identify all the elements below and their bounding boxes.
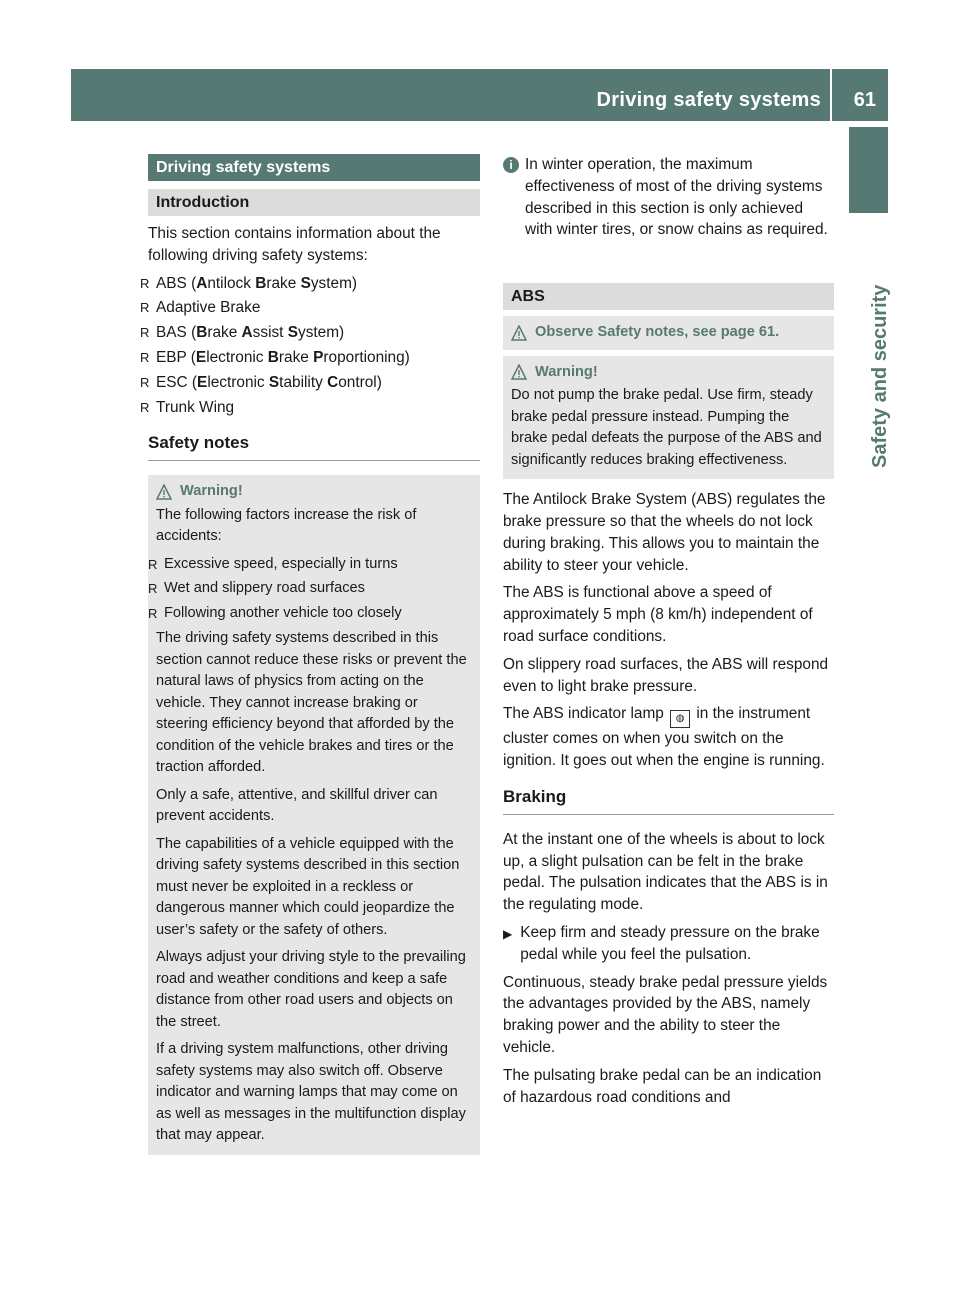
abs-paragraph: On slippery road surfaces, the ABS will respond even to light brake pressure. [503,655,829,695]
braking-heading: Braking [503,786,834,815]
abs-lamp-text-pre: The ABS indicator lamp [503,705,664,723]
warning-intro: The following factors increase the risk of accidents: [156,506,417,545]
info-icon: i [503,157,519,173]
warning-bullet: R Wet and slippery road surfaces [156,578,472,600]
braking-step-text: Keep firm and steady pressure on the brake pedal while you feel the pulsation. [520,923,820,963]
warning-paragraph: Only a safe, attentive, and skillful driver can prevent accidents. [156,786,438,825]
info-note [503,154,834,241]
left-column [148,154,480,1155]
header-divider [830,69,832,121]
abs-warning-box [503,356,834,480]
system-item: R Trunk Wing [148,397,480,419]
right-column [503,154,834,1114]
abs-paragraph [503,703,834,772]
warning-bullet: R Excessive speed, especially in turns [156,554,472,576]
intro-heading: Introduction [148,189,480,216]
warning-triangle-icon [511,364,527,380]
braking-paragraph: The pulsating brake pedal can be an indication of hazardous road conditions and [503,1066,822,1106]
warning-paragraph: If a driving system malfunctions, other driving safety systems may also switch off. Observe indicator and warning lamps that may come on as well as messages in the multifunction display that may appear. [156,1041,466,1144]
system-item: R EBP (Electronic Brake Proportioning) [148,347,480,369]
braking-paragraph: Continuous, steady brake pedal pressure yields the advantages provided by the ABS, namely braking power and the ability to steer the vehicle. [503,973,828,1056]
warning-triangle-icon [511,325,527,341]
observe-note [503,316,834,356]
warning-paragraph: The driving safety systems described in this section cannot reduce these risks or prevent the natural laws of physics from acting on the vehicle. They cannot increase braking or steering efficiency beyond that afforded by the condition of the vehicle brakes and tires or the traction afforded. [156,630,467,776]
side-tab-block [849,127,888,213]
intro-text: This section contains information about the following driving safety systems: [148,225,441,264]
warning-paragraph: The capabilities of a vehicle equipped with the driving safety systems described in this section must never be exploited in a reckless or dangerous manner which could jeopardize the user’s safety or the safety of others. [156,835,460,938]
abs-lamp-icon: ◍ [670,710,690,728]
arrow-icon: ▶ [503,926,513,941]
abs-lamp-text-post: in the instrument cluster comes on when you switch on the ignition. It goes out when the engine is running. [503,705,825,770]
system-item: R Adaptive Brake [148,297,480,319]
info-note-text: In winter operation, the maximum effectiveness of most of the driving systems described in this section is only achieved with winter tires, or snow chains as required. [525,156,828,239]
header-title: Driving safety systems [596,89,821,111]
warning-heading [511,362,826,384]
safety-notes-heading: Safety notes [148,432,480,461]
page-header [71,69,888,121]
warning-heading [156,481,472,503]
warning-label: Warning! [180,483,243,500]
abs-paragraph: The Antilock Brake System (ABS) regulates the brake pressure so that the wheels do not lock during braking. This allows you to maintain the ability to steer your vehicle. [503,491,826,574]
braking-step [503,922,834,966]
systems-list [148,273,480,419]
braking-paragraph: At the instant one of the wheels is about to lock up, a slight pulsation can be felt in the brake pedal. The pulsation indicates that the ABS is in the regulating mode. [503,830,828,914]
system-item: R BAS (Brake Assist System) [148,322,480,344]
warning-box [148,475,480,1155]
system-item: R ABS (Antilock Brake System) [148,273,480,295]
section-title: Driving safety systems [148,154,480,181]
side-tab-label: Safety and security [869,284,891,468]
warning-paragraph: Always adjust your driving style to the prevailing road and weather conditions and keep a safe distance from other road users and objects on the street. [156,949,466,1030]
system-item: R ESC (Electronic Stability Control) [148,372,480,394]
warning-triangle-icon [156,484,172,500]
observe-note-text: Observe Safety notes, see page 61. [535,324,780,341]
abs-warning-text: Do not pump the brake pedal. Use firm, steady brake pedal pressure instead. Pumping the brake pedal defeats the purpose of the ABS and significantly reduces braking effectiveness. [511,387,822,468]
abs-paragraph: The ABS is functional above a speed of approximately 5 mph (8 km/h) independent of road surface conditions. [503,584,813,645]
abs-heading: ABS [503,283,834,310]
warning-bullet: R Following another vehicle too closely [156,603,472,625]
warning-label: Warning! [535,363,598,380]
page-number: 61 [853,89,876,111]
